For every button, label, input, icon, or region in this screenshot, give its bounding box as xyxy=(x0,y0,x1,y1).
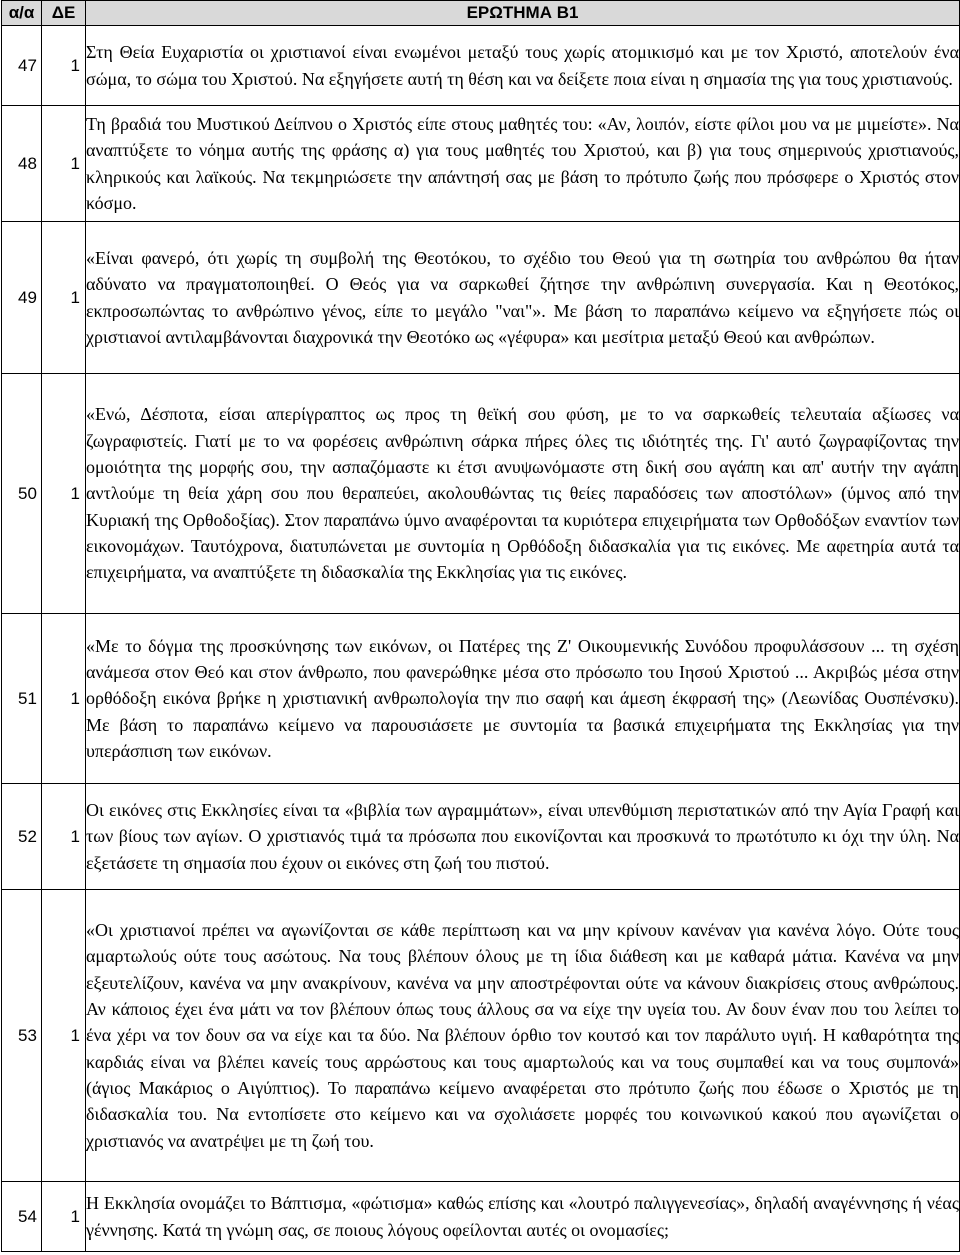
table-row xyxy=(2,222,960,374)
question-de: 1 xyxy=(42,222,86,374)
question-number: 54 xyxy=(2,1182,42,1252)
table-row xyxy=(2,784,960,890)
header-question: ΕΡΩΤΗΜΑ Β1 xyxy=(86,1,960,26)
question-number: 52 xyxy=(2,784,42,890)
question-text: Η Εκκλησία ονομάζει το Βάπτισμα, «φώτισμα» καθώς επίσης και «λουτρό παλιγγενεσίας», δηλαδή αναγέννησης ή νέας γέννησης. Κατά τη γνώμη σας, σε ποιους λόγους οφείλονται αυτές οι ονομασίες; xyxy=(86,1182,960,1252)
question-number: 47 xyxy=(2,26,42,106)
questions-table xyxy=(1,0,960,1252)
header-de: ΔΕ xyxy=(42,1,86,26)
table-row xyxy=(2,26,960,106)
header-aa: α/α xyxy=(2,1,42,26)
table-row xyxy=(2,106,960,222)
question-de: 1 xyxy=(42,614,86,784)
question-de: 1 xyxy=(42,784,86,890)
question-text: «Είναι φανερό, ότι χωρίς τη συμβολή της Θεοτόκου, το σχέδιο του Θεού για τη σωτηρία του ανθρώπου θα ήταν αδύνατο να πραγματοποιηθεί. Ο Θεός για να σαρκωθεί ζήτησε την ανθρώπινη συνεργασία. Και η Θεοτόκος, εκπροσωπώντας το ανθρώπινο γένος, είπε το μεγάλο "ναι"». Με βάση το παραπάνω κείμενο να εξηγήσετε πώς οι χριστιανοί αντιλαμβάνονται διαχρονικά την Θεοτόκο ως «γέφυρα» και μεσίτρια μεταξύ Θεού και ανθρώπων. xyxy=(86,222,960,374)
table-row xyxy=(2,374,960,614)
header-row xyxy=(2,1,960,26)
question-de: 1 xyxy=(42,890,86,1182)
question-number: 49 xyxy=(2,222,42,374)
question-number: 53 xyxy=(2,890,42,1182)
question-text: Τη βραδιά του Μυστικού Δείπνου ο Χριστός είπε στους μαθητές του: «Αν, λοιπόν, είστε φίλοι μου να με μιμείστε». Να αναπτύξετε το νόημα αυτής της φράσης α) για τους μαθητές του Χριστού, και β) για τους σημερινούς χριστιανούς, κληρικούς και λαϊκούς. Να τεκμηριώσετε την απάντησή σας με βάση το πρότυπο ζωής που πρόσφερε ο Χριστός στον κόσμο. xyxy=(86,106,960,222)
question-text: Οι εικόνες στις Εκκλησίες είναι τα «βιβλία των αγραμμάτων», είναι υπενθύμιση περιστατικών από την Αγία Γραφή και των βίους των αγίων. Ο χριστιανός τιμά τα πρόσωπα που εικονίζονται και προσκυνά το πρωτότυπο κι όχι την ύλη. Να εξετάσετε τη σημασία που έχουν οι εικόνες στη ζωή του πιστού. xyxy=(86,784,960,890)
table-row xyxy=(2,614,960,784)
question-number: 50 xyxy=(2,374,42,614)
question-de: 1 xyxy=(42,106,86,222)
question-de: 1 xyxy=(42,26,86,106)
question-text: «Ενώ, Δέσποτα, είσαι απερίγραπτος ως προς τη θεϊκή σου φύση, με το να σαρκωθείς τελευταία αξίωσες να ζωγραφιστείς. Γιατί με το να φορέσεις ανθρώπινη σάρκα πήρες όλες τις ιδιότητές της. Γι' αυτό ζωγραφίζοντας την ομοιότητα της μορφής σου, την ασπαζόμαστε κι έτσι ανυψωνόμαστε στη δική σου αγάπη και απ' αυτήν την αγάπη αντλούμε τη θεία χάρη σου που θεραπεύει, ακολουθώντας τις θείες παραδόσεις των αποστόλων» (ύμνος από την Κυριακή της Ορθοδοξίας). Στον παραπάνω ύμνο αναφέρονται τα κυριότερα επιχειρήματα των Ορθοδόξων εναντίον των εικονομάχων. Ταυτόχρονα, διατυπώνεται με συντομία η Ορθόδοξη διδασκαλία για τις εικόνες. Με αφετηρία αυτά τα επιχειρήματα, να αναπτύξετε τη διδασκαλία της Εκκλησίας για τις εικόνες. xyxy=(86,374,960,614)
question-de: 1 xyxy=(42,1182,86,1252)
question-text: Στη Θεία Ευχαριστία οι χριστιανοί είναι ενωμένοι μεταξύ τους χωρίς ατομικισμό και με τον Χριστό, αποτελούν ένα σώμα, το σώμα του Χριστού. Να εξηγήσετε αυτή τη θέση και να δείξετε ποια είναι η σημασία της για τους χριστιανούς. xyxy=(86,26,960,106)
question-text: «Με το δόγμα της προσκύνησης των εικόνων, οι Πατέρες της Ζ' Οικουμενικής Συνόδου προφυλάσσουν ... τη σχέση ανάμεσα στον Θεό και στον άνθρωπο, που φανερώθηκε μέσα στο πρόσωπο του Ιησού Χριστού ... Ακριβώς μέσα στην ορθόδοξη εικόνα βρήκε η χριστιανική ανθρωπολογία την πιο σαφή και άμεση έκφρασή της» (Λεωνίδας Ουσπένσκυ). Με βάση το παραπάνω κείμενο να παρουσιάσετε με συντομία τα βασικά επιχειρήματα της Εκκλησίας για την υπεράσπιση των εικόνων. xyxy=(86,614,960,784)
question-de: 1 xyxy=(42,374,86,614)
question-number: 48 xyxy=(2,106,42,222)
table-row xyxy=(2,890,960,1182)
question-text: «Οι χριστιανοί πρέπει να αγωνίζονται σε κάθε περίπτωση και να μην κρίνουν κανέναν για κανένα λόγο. Ούτε τους αμαρτωλούς ούτε τους ασώτους. Να τους βλέπουν όλους με τη ίδια διάθεση και με καθαρά μάτια. Κανένα να μην εξευτελίζουν, κανένα να μην ανακρίνουν, κανένα να μην αποστρέφονται ούτε να κάνουν διακρίσεις στους ανθρώπους. Αν κάποιος έχει ένα μάτι να τον βλέπουν όπως τους άλλους σα να είχε την υγεία του. Αν δουν έναν που του λείπει το ένα χέρι να τον δουν σα να είχε και τα δύο. Να βλέπουν όρθιο τον κουτσό και τον παράλυτο υγιή. Η καθαρότητα της καρδιάς είναι να βλέπει κανείς τους αρρώστους και τους αμαρτωλούς και να τους συμπαθεί και να τους συμπονά» (άγιος Μακάριος ο Αιγύπτιος). Το παραπάνω κείμενο αναφέρεται στο πρότυπο ζωής που έδωσε ο Χριστός με τη διδασκαλία του. Να εντοπίσετε στο κείμενο και να σχολιάσετε μορφές του κοινωνικού κακού που αγωνίζεται ο χριστιανός να ανατρέψει με τη ζωή του. xyxy=(86,890,960,1182)
question-number: 51 xyxy=(2,614,42,784)
table-row xyxy=(2,1182,960,1252)
